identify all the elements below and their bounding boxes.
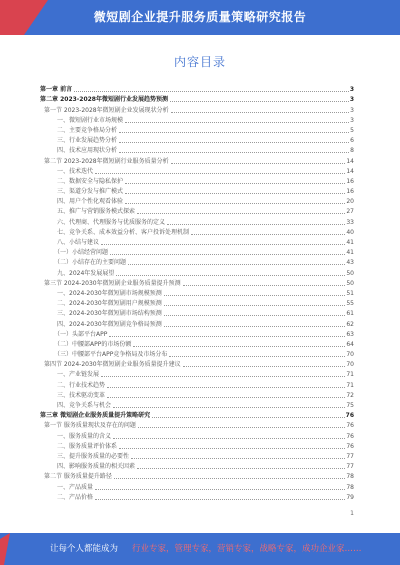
toc-entry-item[interactable] (40, 400, 354, 410)
toc-entry-title: 九、2024年发展展望 (57, 269, 115, 277)
report-footer (0, 533, 400, 565)
toc-entry-title: 三、2024-2030年微短剧市场结构预测 (57, 310, 162, 318)
toc-entry-section[interactable] (40, 278, 354, 288)
toc-entry-title: 二、行业技术趋势 (57, 381, 106, 389)
dot-leader (95, 173, 345, 174)
toc-entry-title: 第一节 服务质量现状及存在的问题 (44, 422, 136, 430)
toc-entry-chapter[interactable] (40, 84, 354, 94)
toc-entry-title: （二）中腰部APP的市场份额 (54, 340, 132, 348)
dot-leader (170, 101, 349, 102)
toc-entry-title: 四、影响服务质量的相关因素 (57, 463, 136, 471)
toc-entry-title: 四、用户个性化观看体验 (57, 198, 124, 206)
toc-entry-item[interactable] (40, 166, 354, 176)
dot-leader (164, 295, 346, 296)
dot-leader (125, 203, 345, 204)
toc-entry-page: 78 (346, 483, 354, 491)
toc-entry-title: 七、竞争关系、成本效益分析、客户投诉处理机制 (57, 228, 190, 236)
toc-entry-title: 二、2024-2030年微短剧用户规模预测 (57, 300, 162, 308)
page-number: 1 (350, 510, 354, 517)
footer-slogan: 行业专家，管理专家，营销专家，战略专家，成功企业家…… (132, 544, 362, 554)
dot-leader (119, 152, 349, 153)
dot-leader (152, 417, 345, 418)
toc-entry-section[interactable] (40, 471, 354, 481)
toc-entry-page: 77 (346, 463, 354, 471)
dot-leader (164, 326, 346, 327)
dot-leader (191, 234, 345, 235)
toc-entry-title: 四、技术应用现状分析 (57, 147, 118, 155)
toc-entry-page: 55 (346, 300, 354, 308)
toc-entry-page: 14 (346, 157, 354, 165)
toc-entry-title: 三、提升服务质量的必要性 (57, 452, 130, 460)
toc-entry-page: 16 (346, 188, 354, 196)
dot-leader (171, 163, 346, 164)
toc-entry-item[interactable] (40, 267, 354, 277)
toc-entry-item[interactable] (40, 308, 354, 318)
dot-leader (125, 183, 345, 184)
dot-leader (137, 468, 345, 469)
toc-entry-page: 62 (346, 320, 354, 328)
toc-entry-item[interactable] (40, 135, 354, 145)
toc-entry-item[interactable] (40, 430, 354, 440)
toc-entry-item[interactable] (40, 461, 354, 471)
toc-entry-title: 第三节 2024-2030年微短剧企业服务质量提升预测 (44, 279, 181, 287)
toc-entry-page: 41 (346, 249, 354, 257)
toc-entry-title: 四、2024-2030年微短剧竞争格局预测 (57, 320, 162, 328)
toc-entry-subitem[interactable] (40, 329, 354, 339)
toc-entry-item[interactable] (40, 288, 354, 298)
toc-entry-page: 77 (346, 452, 354, 460)
dot-leader (119, 448, 345, 449)
toc-entry-title: 一、产业链发展 (57, 371, 100, 379)
dot-leader (164, 305, 346, 306)
toc-entry-title: （一）小结经营问题 (54, 249, 109, 257)
dot-leader (164, 315, 346, 316)
footer-tagline (50, 544, 362, 554)
toc-entry-item[interactable] (40, 379, 354, 389)
toc-entry-page: 50 (346, 279, 354, 287)
toc-entry-page: 20 (346, 198, 354, 206)
footer-lead: 让每个人都能成为 (50, 544, 119, 554)
toc-entry-title: 第二节 2023-2028年微短剧行业服务质量分析 (44, 157, 169, 165)
dot-leader (101, 244, 345, 245)
dot-leader (107, 387, 345, 388)
dot-leader (183, 285, 346, 286)
toc-entry-page: 76 (346, 422, 354, 430)
toc-entry-section[interactable] (40, 420, 354, 430)
toc-entry-page: 3 (350, 106, 354, 114)
toc-entry-title: 第三章 微短剧企业服务质量提升策略研究 (40, 412, 151, 420)
toc-entry-page: 70 (346, 361, 354, 369)
toc-entry-title: 一、2024-2030年微短剧市场规模预测 (57, 289, 162, 297)
toc-entry-page: 41 (346, 239, 354, 246)
toc-entry-page: 14 (346, 167, 354, 175)
toc-entry-title: （三）中腰部平台APP竞争格局及市场分布 (54, 351, 168, 359)
toc-entry-page: 64 (346, 340, 354, 348)
toc-entry-title: 八、小结与建议 (57, 239, 100, 246)
toc-entry-item[interactable] (40, 196, 354, 206)
toc-entry-item[interactable] (40, 441, 354, 451)
report-title: 微短剧企业提升服务质量策略研究报告 (93, 10, 307, 24)
dot-leader (125, 122, 349, 123)
dot-leader (125, 193, 345, 194)
toc-entry-title: （一）头部平台APP (54, 330, 108, 338)
toc-entry-section[interactable] (40, 104, 354, 114)
dot-leader (183, 366, 346, 367)
toc-entry-title: 一、服务质量的含义 (57, 432, 112, 440)
toc-entry-chapter[interactable] (40, 410, 354, 420)
toc-entry-title: 二、产品价格 (57, 493, 94, 501)
toc-entry-page: 50 (346, 269, 354, 277)
toc-entry-item[interactable] (40, 115, 354, 125)
toc-entry-page: 79 (346, 493, 354, 501)
toc-entry-page: 70 (346, 351, 354, 359)
toc-entry-title: 第二节 服务质量提升路径 (44, 473, 112, 481)
toc-entry-page: 6 (350, 137, 354, 145)
toc-entry-page: 51 (346, 289, 354, 297)
toc-entry-subitem[interactable] (40, 349, 354, 359)
toc-entry-item[interactable] (40, 227, 354, 237)
dot-leader (74, 91, 349, 92)
toc-entry-page: 43 (346, 259, 354, 267)
toc-entry-item[interactable] (40, 237, 354, 247)
toc-entry-page: 3 (349, 86, 354, 94)
toc-entry-page: 71 (346, 371, 354, 379)
toc-entry-section[interactable] (40, 359, 354, 369)
toc-entry-subitem[interactable] (40, 247, 354, 257)
toc-entry-item[interactable] (40, 390, 354, 400)
toc-entry-title: 二、服务质量评价体系 (57, 442, 118, 450)
dot-leader (109, 336, 345, 337)
dot-leader (114, 478, 345, 479)
dot-leader (110, 254, 345, 255)
toc-entry-title: 三、渠道分发与推广模式 (57, 188, 124, 196)
toc-entry-page: 27 (346, 208, 354, 216)
toc-entry-item[interactable] (40, 481, 354, 491)
toc-list (40, 84, 354, 502)
toc-entry-item[interactable] (40, 145, 354, 155)
toc-entry-page: 5 (350, 126, 354, 134)
report-header (0, 0, 400, 35)
toc-entry-chapter[interactable] (40, 94, 354, 104)
dot-leader (95, 499, 345, 500)
toc-entry-item[interactable] (40, 176, 354, 186)
toc-entry-page: 16 (346, 177, 354, 185)
toc-entry-title: 一、技术迭代 (57, 167, 94, 175)
toc-entry-page: 71 (346, 381, 354, 389)
toc-entry-page: 8 (350, 147, 354, 155)
toc-entry-page: 33 (346, 218, 354, 226)
dot-leader (95, 489, 345, 490)
toc-entry-item[interactable] (40, 125, 354, 135)
dot-leader (169, 356, 345, 357)
toc-entry-page: 76 (346, 432, 354, 440)
toc-entry-item[interactable] (40, 298, 354, 308)
toc-entry-title: （二）小结存在的主要问题 (54, 259, 127, 267)
toc-entry-section[interactable] (40, 155, 354, 165)
dot-leader (107, 397, 345, 398)
toc-entry-title: 四、竞争关系与机会 (57, 402, 112, 409)
toc-entry-page: 40 (346, 228, 354, 236)
toc-entry-item[interactable] (40, 451, 354, 461)
toc-entry-page: 3 (350, 116, 354, 124)
toc-entry-title: 三、行业发展趋势分析 (57, 137, 118, 145)
toc-entry-page: 61 (346, 310, 354, 318)
dot-leader (101, 376, 345, 377)
dot-leader (138, 427, 345, 428)
dot-leader (113, 407, 345, 408)
dot-leader (113, 438, 345, 439)
toc-entry-title: 第一节 2023-2028年微短剧企业发展现状分析 (44, 106, 169, 114)
toc-heading: 内容目录 (173, 55, 226, 69)
toc-entry-subitem[interactable] (40, 257, 354, 267)
toc-entry-page: 76 (346, 442, 354, 450)
toc-entry-title: 一、微短剧行业市场规模 (57, 116, 124, 124)
footer-accent-stripe (0, 533, 20, 565)
toc-entry-title: 六、代理商、代理服务与优质服务的定义 (57, 218, 166, 226)
dot-leader (133, 346, 345, 347)
toc-entry-item[interactable] (40, 318, 354, 328)
toc-entry-title: 三、技术驱动变革 (57, 391, 106, 399)
toc-entry-page: 63 (346, 330, 354, 338)
toc-entry-item[interactable] (40, 369, 354, 379)
toc-entry-page: 72 (346, 391, 354, 399)
toc-entry-page: 78 (346, 473, 354, 481)
dot-leader (116, 275, 345, 276)
toc-entry-page: 75 (346, 402, 354, 409)
dot-leader (119, 142, 349, 143)
dot-leader (137, 213, 345, 214)
toc-entry-title: 一、产品质量 (57, 483, 94, 491)
toc-entry-item[interactable] (40, 216, 354, 226)
toc-entry-item[interactable] (40, 206, 354, 216)
dot-leader (128, 264, 345, 265)
dot-leader (167, 224, 345, 225)
toc-entry-page: 76 (345, 412, 354, 420)
dot-leader (171, 112, 350, 113)
toc-entry-title: 第二章 2023-2028年微短剧行业发展趋势预测 (40, 96, 168, 104)
toc-entry-title: 二、数据安全与隐私保护 (57, 177, 124, 185)
toc-entry-title: 五、推广与营销服务模式探索 (57, 208, 136, 216)
toc-entry-title: 第四节 2024-2030年微短剧企业服务质量提升建议 (44, 361, 181, 369)
toc-entry-subitem[interactable] (40, 339, 354, 349)
toc-entry-page: 3 (349, 96, 354, 104)
toc-entry-item[interactable] (40, 186, 354, 196)
toc-entry-title: 二、主要竞争格局分析 (57, 126, 118, 134)
dot-leader (131, 458, 345, 459)
toc-entry-item[interactable] (40, 492, 354, 502)
dot-leader (119, 132, 349, 133)
toc-entry-title: 第一章 前言 (40, 86, 73, 94)
